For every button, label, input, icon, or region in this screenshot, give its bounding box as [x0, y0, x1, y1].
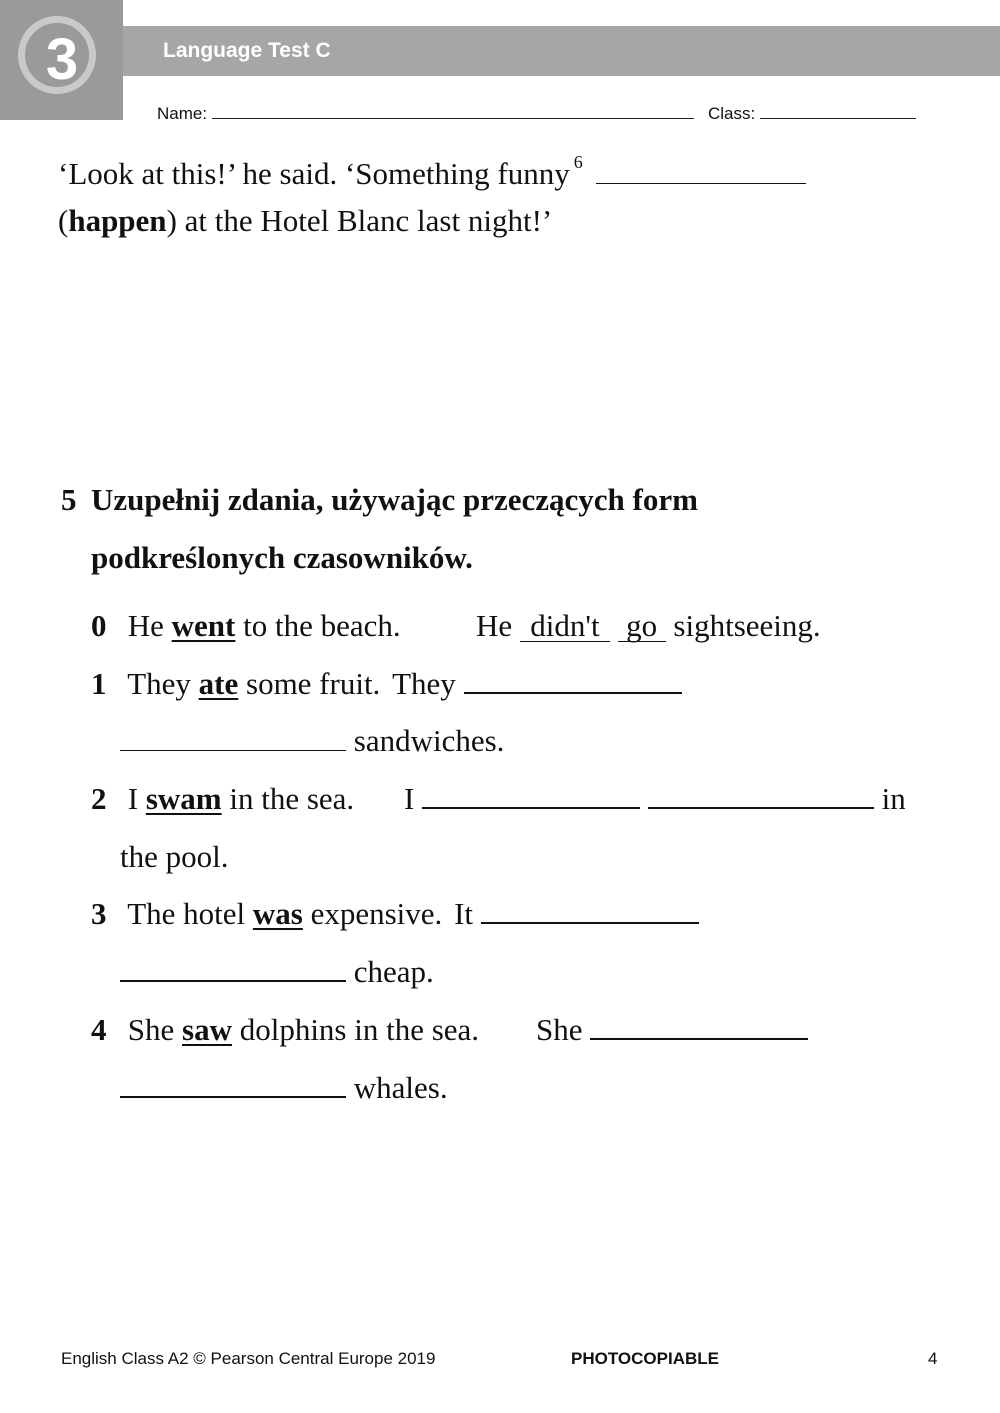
story-line-1	[58, 142, 806, 194]
page-number: 4	[928, 1349, 938, 1368]
story-text-2: ) at the Hotel Blanc last night!’	[166, 203, 553, 238]
item-4	[91, 1010, 479, 1050]
underlined-verb: saw	[182, 1012, 232, 1047]
underlined-verb: went	[171, 608, 236, 643]
task-number: 5	[61, 482, 77, 517]
footer-copyright: English Class A2 © Pearson Central Europe 2019	[61, 1349, 436, 1368]
item-text: expensive.	[310, 896, 443, 931]
task-instruction-2: podkreślonych czasowników.	[91, 540, 473, 575]
answer-blank-4b[interactable]	[120, 1070, 346, 1098]
answer-end: whales.	[353, 1070, 448, 1105]
item-4-answer	[536, 1010, 808, 1050]
task-instruction-1: Uzupełnij zdania, używając przeczących form	[91, 482, 698, 517]
answer-end: cheap.	[353, 954, 434, 989]
underlined-verb: swam	[145, 781, 222, 816]
answer-end: sandwiches.	[353, 723, 505, 758]
item-number: 3	[91, 896, 107, 931]
answer-end: in	[881, 781, 906, 816]
name-label: Name:	[157, 104, 208, 123]
class-row	[708, 100, 916, 124]
example-answer-1: didn't	[520, 611, 610, 642]
item-number: 4	[91, 1012, 107, 1047]
answer-blank-3b[interactable]	[120, 954, 346, 982]
item-3-cont	[120, 952, 434, 992]
answer-start: They	[392, 666, 456, 701]
item-0-answer	[476, 606, 821, 646]
answer-start: It	[454, 896, 473, 931]
example-answer-2: go	[618, 611, 666, 642]
item-2	[91, 779, 354, 819]
item-text: The hotel	[127, 896, 246, 931]
item-4-cont	[120, 1068, 448, 1108]
item-text: in the sea.	[229, 781, 355, 816]
item-1	[91, 664, 682, 704]
paren-open: (	[58, 203, 69, 238]
item-text: He	[127, 608, 164, 643]
underlined-verb: ate	[198, 666, 239, 701]
item-number: 1	[91, 666, 107, 701]
answer-blank-2b[interactable]	[648, 781, 874, 809]
class-field[interactable]	[760, 100, 916, 119]
item-text: dolphins in the sea.	[239, 1012, 480, 1047]
item-text: They	[127, 666, 191, 701]
footer-photocopiable: PHOTOCOPIABLE	[571, 1349, 719, 1368]
item-0	[91, 606, 401, 646]
item-1-cont	[120, 721, 504, 761]
answer-blank-4a[interactable]	[590, 1012, 808, 1040]
answer-blank-1a[interactable]	[464, 666, 682, 694]
story-text-1: ‘Look at this!’ he said. ‘Something funny	[58, 156, 570, 191]
item-2-answer	[404, 779, 906, 819]
answer-end: the pool.	[120, 839, 229, 874]
item-text: I	[127, 781, 139, 816]
item-text: some fruit.	[246, 666, 381, 701]
title-bar	[123, 26, 1000, 76]
item-text: to the beach.	[243, 608, 401, 643]
item-number: 0	[91, 608, 107, 643]
item-3	[91, 894, 699, 934]
gap-number: 6	[573, 152, 583, 172]
answer-blank-2a[interactable]	[422, 781, 640, 809]
item-number: 2	[91, 781, 107, 816]
underlined-verb: was	[252, 896, 303, 931]
class-label: Class:	[708, 104, 756, 123]
answer-blank-1b[interactable]	[120, 724, 346, 751]
gap-6-blank[interactable]	[596, 157, 806, 184]
story-line-2	[58, 201, 552, 241]
verb-happen: happen	[68, 203, 167, 238]
unit-number: 3	[45, 27, 79, 92]
answer-start: I	[404, 781, 415, 816]
test-title: Language Test C	[163, 39, 331, 62]
answer-blank-3a[interactable]	[481, 896, 699, 924]
answer-start: She	[536, 1012, 583, 1047]
name-field[interactable]	[212, 100, 694, 119]
answer-end: sightseeing.	[673, 608, 821, 643]
item-text: She	[127, 1012, 175, 1047]
name-row	[157, 100, 694, 124]
answer-start: He	[476, 608, 513, 643]
item-2-cont	[120, 837, 229, 877]
